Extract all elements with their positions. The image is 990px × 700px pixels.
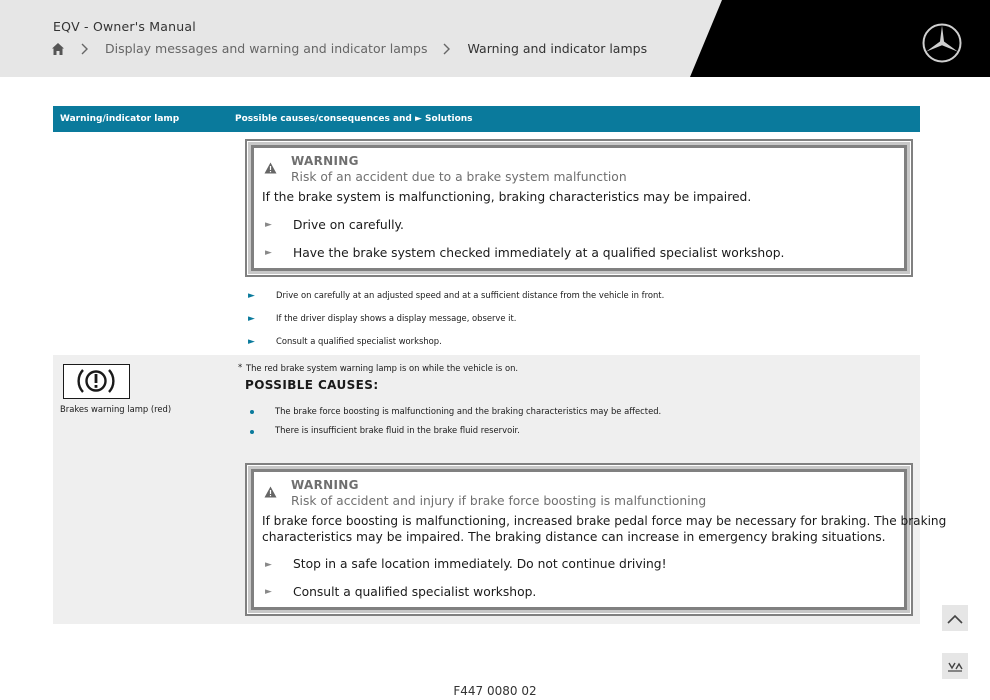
step-arrow-icon: ►	[265, 248, 272, 258]
feedback-button[interactable]	[942, 653, 968, 679]
breadcrumb-link-display-messages[interactable]: Display messages and warning and indicator lamps	[105, 41, 428, 56]
warning-label: WARNING	[291, 478, 359, 492]
solution-item: If the driver display shows a display message, observe it.	[276, 313, 517, 323]
header-bar	[0, 0, 990, 77]
table-header	[53, 106, 920, 132]
step-arrow-icon: ►	[265, 560, 272, 570]
column-header-causes: Possible causes/consequences and ► Solutions	[235, 114, 473, 124]
warning-step: Stop in a safe location immediately. Do not continue driving!	[293, 557, 667, 571]
scroll-to-top-button[interactable]	[942, 605, 968, 631]
warning-triangle-icon	[264, 159, 277, 171]
warning-step: Have the brake system checked immediately at a qualified specialist workshop.	[293, 246, 785, 260]
footnote-star: *	[238, 362, 243, 372]
mercedes-star-logo[interactable]	[921, 22, 963, 64]
cause-item: There is insufficient brake fluid in the brake fluid reservoir.	[275, 425, 520, 435]
chevron-up-icon	[947, 609, 963, 628]
feedback-icon	[947, 657, 963, 676]
cause-item: The brake force boosting is malfunctioning and the braking characteristics may be affected.	[275, 406, 662, 416]
warning-text-line: characteristics may be impaired. The braking distance can increase in emergency braking situations.	[262, 530, 886, 544]
row-intro-text: The red brake system warning lamp is on while the vehicle is on.	[246, 363, 519, 373]
warning-subtitle: Risk of an accident due to a brake system malfunction	[291, 170, 627, 184]
solution-item: Consult a qualified specialist workshop.	[276, 336, 442, 346]
figure-code: F447 0080 02	[453, 684, 537, 698]
solution-arrow-icon: ►	[248, 314, 255, 324]
possible-causes-heading: POSSIBLE CAUSES:	[245, 378, 379, 392]
chevron-right-icon	[441, 43, 451, 55]
breadcrumb	[51, 41, 647, 56]
home-icon[interactable]	[51, 42, 65, 56]
breadcrumb-current: Warning and indicator lamps	[467, 41, 648, 56]
solution-item: Drive on carefully at an adjusted speed and at a sufficient distance from the vehicle in front.	[276, 290, 665, 300]
warning-text-line: If brake force boosting is malfunctioning, increased brake pedal force may be necessary for braking. The braking	[262, 514, 947, 528]
solution-arrow-icon: ►	[248, 337, 255, 347]
warning-step: Drive on carefully.	[293, 218, 404, 232]
app-title: EQV - Owner's Manual	[53, 19, 196, 34]
bullet-icon	[250, 430, 254, 434]
brake-warning-lamp-icon	[63, 364, 130, 399]
solution-arrow-icon: ►	[248, 291, 255, 301]
warning-step: Consult a qualified specialist workshop.	[293, 585, 537, 599]
lamp-caption: Brakes warning lamp (red)	[60, 404, 172, 414]
step-arrow-icon: ►	[265, 220, 272, 230]
warning-label: WARNING	[291, 154, 359, 168]
step-arrow-icon: ►	[265, 587, 272, 597]
chevron-right-icon	[79, 43, 89, 55]
bullet-icon	[250, 410, 254, 414]
warning-triangle-icon	[264, 483, 277, 495]
column-header-lamp: Warning/indicator lamp	[60, 114, 180, 124]
warning-text: If the brake system is malfunctioning, braking characteristics may be impaired.	[262, 190, 752, 204]
warning-subtitle: Risk of accident and injury if brake force boosting is malfunctioning	[291, 494, 707, 508]
